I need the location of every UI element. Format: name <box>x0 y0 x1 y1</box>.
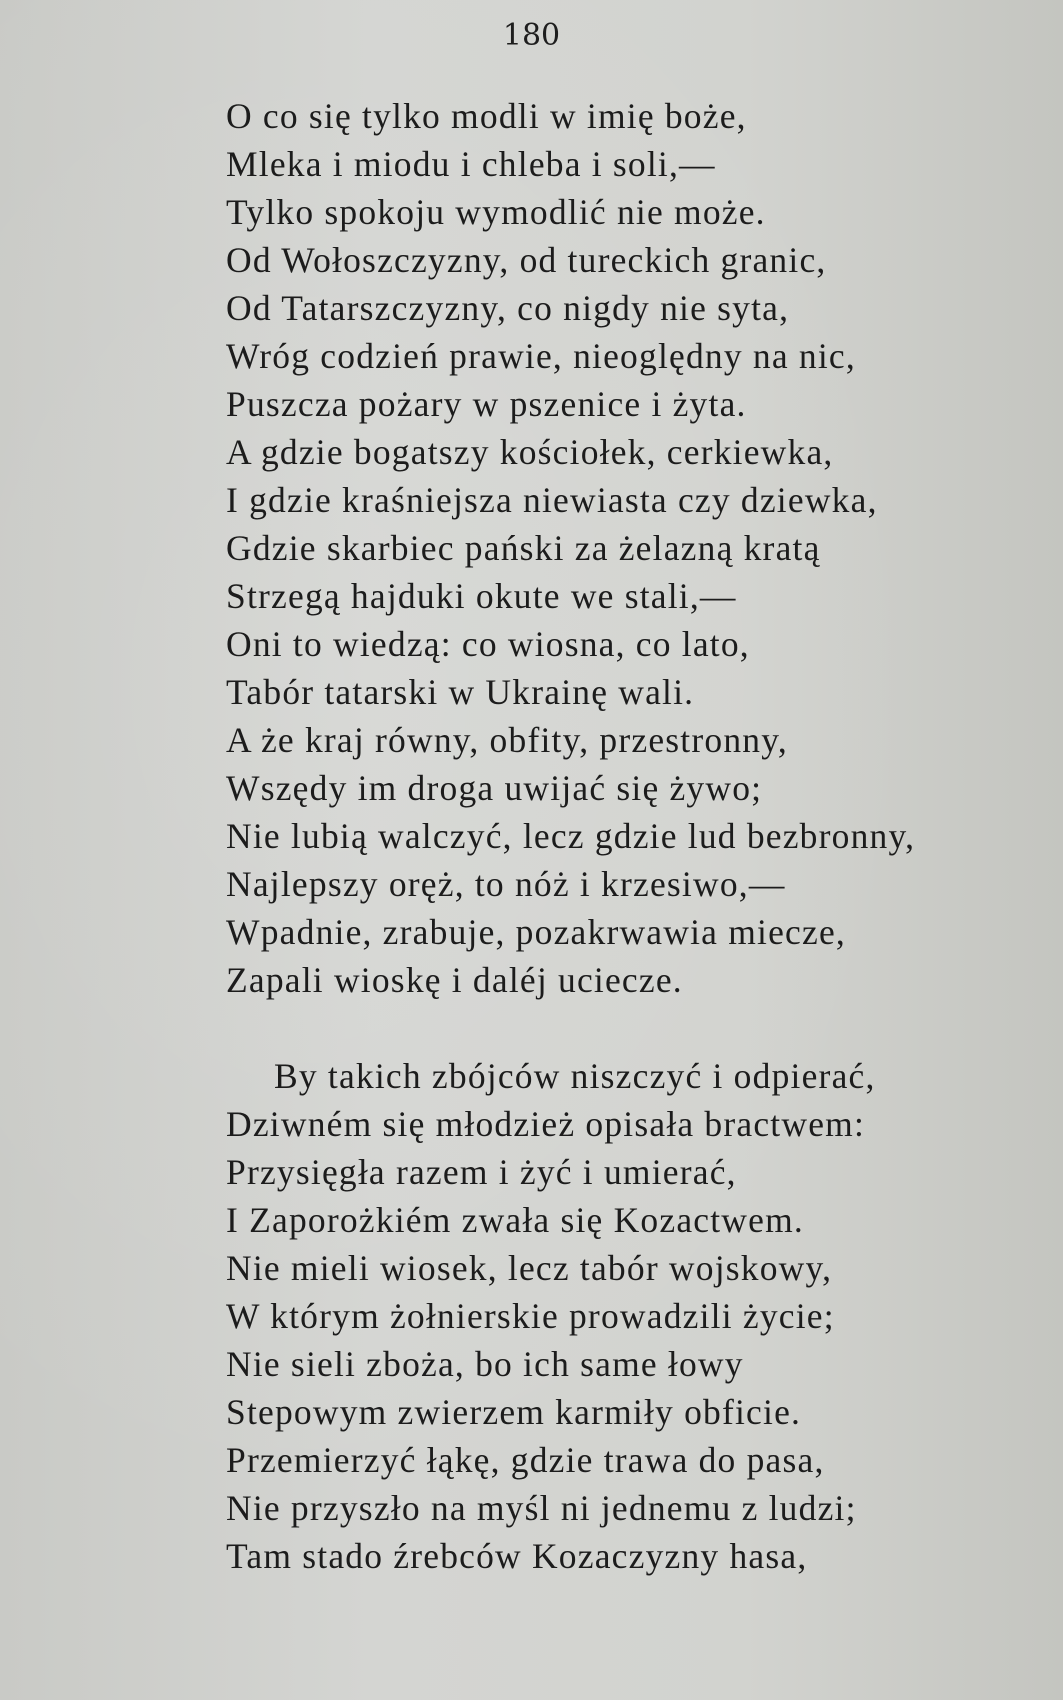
verse-line: Tam stado źrebców Kozaczyzny hasa, <box>226 1536 808 1576</box>
verse-line: Wróg codzień prawie, nieoględny na nic, <box>226 336 856 376</box>
verse-line: A że kraj równy, obfity, przestronny, <box>226 720 788 760</box>
verse-line: Nie sieli zboża, bo ich same łowy <box>226 1344 744 1384</box>
verse-line: Oni to wiedzą: co wiosna, co lato, <box>226 624 750 664</box>
verse-line: I Zaporożkiém zwała się Kozactwem. <box>226 1200 804 1240</box>
verse-line: Stepowym zwierzem karmiły obficie. <box>226 1392 802 1432</box>
poem-text <box>226 92 1036 1580</box>
verse-line: Strzegą hajduki okute we stali,— <box>226 576 737 616</box>
verse-line: Mleka i miodu i chleba i soli,— <box>226 144 716 184</box>
page-number: 180 <box>502 18 561 53</box>
stanza <box>226 1052 1036 1580</box>
stanza <box>226 92 1036 1004</box>
verse-line: Tylko spokoju wymodlić nie może. <box>226 192 766 232</box>
verse-line: Nie przyszło na myśl ni jednemu z ludzi; <box>226 1488 857 1528</box>
verse-line: Od Tatarszczyzny, co nigdy nie syta, <box>226 288 790 328</box>
verse-line: Najlepszy oręż, to nóż i krzesiwo,— <box>226 864 786 904</box>
verse-line: Dziwném się młodzież opisała bractwem: <box>226 1104 866 1144</box>
verse-line: Wszędy im droga uwijać się żywo; <box>226 768 763 808</box>
verse-line: Puszcza pożary w pszenice i żyta. <box>226 384 747 424</box>
verse-line: Przemierzyć łąkę, gdzie trawa do pasa, <box>226 1440 825 1480</box>
verse-line: Gdzie skarbiec pański za żelazną kratą <box>226 528 821 568</box>
verse-line: A gdzie bogatszy kościołek, cerkiewka, <box>226 432 834 472</box>
verse-line: O co się tylko modli w imię boże, <box>226 96 747 136</box>
verse-line: Tabór tatarski w Ukrainę wali. <box>226 672 695 712</box>
verse-line: Wpadnie, zrabuje, pozakrwawia miecze, <box>226 912 846 952</box>
verse-line: I gdzie kraśniejsza niewiasta czy dziewka, <box>226 480 878 520</box>
verse-line: Od Wołoszczyzny, od tureckich granic, <box>226 240 827 280</box>
verse-line: Nie mieli wiosek, lecz tabór wojskowy, <box>226 1248 833 1288</box>
verse-line: W którym żołnierskie prowadzili życie; <box>226 1296 835 1336</box>
verse-line: Zapali wioskę i daléj uciecze. <box>226 960 683 1000</box>
verse-line: Nie lubią walczyć, lecz gdzie lud bezbronny, <box>226 816 916 856</box>
verse-line: Przysięgła razem i żyć i umierać, <box>226 1152 737 1192</box>
verse-line: By takich zbójców niszczyć i odpierać, <box>274 1056 876 1096</box>
